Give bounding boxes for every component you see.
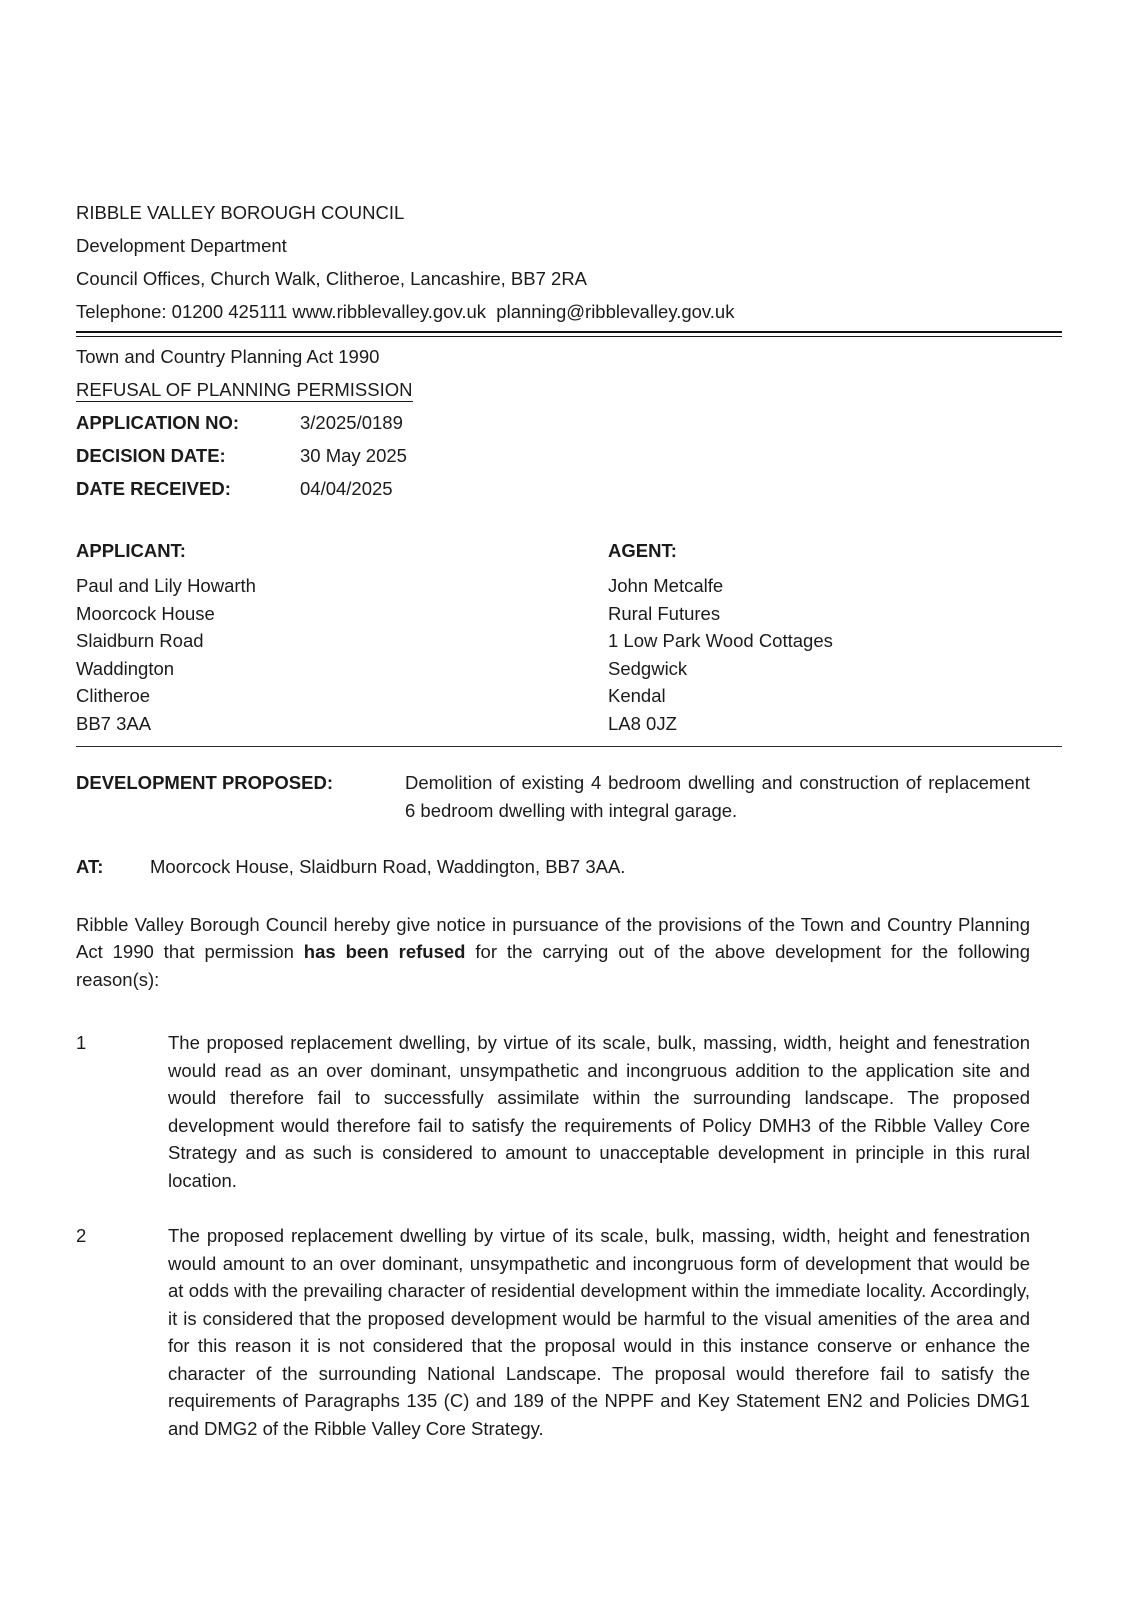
planning-act-title: Town and Country Planning Act 1990 [76,346,380,367]
notice-text-start: Ribble Valley Borough Council hereby give notice in pursuance of the provisions of the Town and Country Planning Act 1990 that permission [76,913,1030,962]
application-no-row [76,406,1062,439]
decision-date-value: 30 May 2025 [300,445,407,466]
applicant-label: APPLICANT: [76,540,186,561]
agent-address-line: 1 Low Park Wood Cottages [608,630,833,651]
council-contact: Telephone: 01200 425111 www.ribblevalley.gov.uk planning@ribblevalley.gov.uk [76,301,735,322]
notice-refused-emphasis: has been refused [303,941,466,962]
agent-label: AGENT: [608,540,677,561]
applicant-address-line: Waddington [76,657,175,679]
letterhead [76,196,1062,328]
agent-address-line: Kendal [608,685,666,706]
development-proposed-section [76,769,1062,824]
at-label: AT: [76,856,104,877]
applicant-address-line: Moorcock House [76,602,215,624]
parties-section [76,534,1062,737]
applicant-address-line: Clitheroe [76,685,151,706]
header-divider-rule [76,331,1062,337]
site-address-text: Moorcock House, Slaidburn Road, Waddington, BB7 3AA. [150,856,626,877]
application-details [76,406,1062,505]
agent-block [608,534,1062,737]
refusal-reason-2 [76,1222,1062,1442]
department-name: Development Department [76,235,287,256]
agent-address-line: Rural Futures [608,602,721,624]
date-received-value: 04/04/2025 [300,478,393,499]
agent-postcode: LA8 0JZ [608,712,677,734]
agent-address-line: Sedgwick [608,657,688,679]
reason-2-text: The proposed replacement dwelling by virtue of its scale, bulk, massing, width, height and fenestration would amount to an over dominant, unsympathetic and incongruous form of development that would be at odds with the prevailing character of residential development within the immediate locality. Accordingly, it is considered that the proposed development would be harmful to the visual amenities of the area and for this reason it is not considered that the proposal would in this instance conserve or enhance the character of the surrounding National Landscape. The proposal would therefore fail to satisfy the requirements of Paragraphs 135 (C) and 189 of the NPPF and Key Statement EN2 and Policies DMG1 and DMG2 of the Ribble Valley Core Strategy. [168,1225,1030,1439]
date-received-label: DATE RECEIVED: [76,478,231,499]
date-received-row [76,472,1062,505]
council-name: RIBBLE VALLEY BOROUGH COUNCIL [76,202,405,223]
council-address: Council Offices, Church Walk, Clitheroe, Lancashire, BB7 2RA [76,268,588,289]
applicant-postcode: BB7 3AA [76,712,152,734]
development-proposed-label: DEVELOPMENT PROPOSED: [76,772,333,793]
decision-date-label: DECISION DATE: [76,445,226,466]
applicant-block [76,534,608,737]
parties-divider-rule [76,746,1062,747]
decision-date-row [76,439,1062,472]
refusal-notice-paragraph [76,911,1030,994]
reason-1-number: 1 [76,1032,87,1053]
decision-title [76,373,1062,406]
application-no-label: APPLICATION NO: [76,412,240,433]
reason-1-text: The proposed replacement dwelling, by virtue of its scale, bulk, massing, width, height and fenestration would read as an over dominant, unsympathetic and incongruous addition to the application site and would therefore fail to successfully assimilate within the surrounding landscape. The proposed development would therefore fail to satisfy the requirements of Policy DMH3 of the Ribble Valley Core Strategy and as such is considered to amount to unacceptable development in principle in this rural location. [168,1032,1030,1191]
application-no-value: 3/2025/0189 [300,412,403,433]
applicant-address-line: Slaidburn Road [76,630,204,651]
notice-text-end: for the carrying out of the above development for the following reason(s): [76,941,1030,990]
refusal-reason-1 [76,1029,1062,1194]
applicant-name: Paul and Lily Howarth [76,575,256,596]
site-location-section [76,853,1062,881]
agent-name: John Metcalfe [608,575,724,596]
development-proposed-text: Demolition of existing 4 bedroom dwelling and construction of replacement 6 bedroom dwelling with integral garage. [405,772,1030,821]
decision-title-text: REFUSAL OF PLANNING PERMISSION [76,379,413,400]
reason-2-number: 2 [76,1225,87,1246]
